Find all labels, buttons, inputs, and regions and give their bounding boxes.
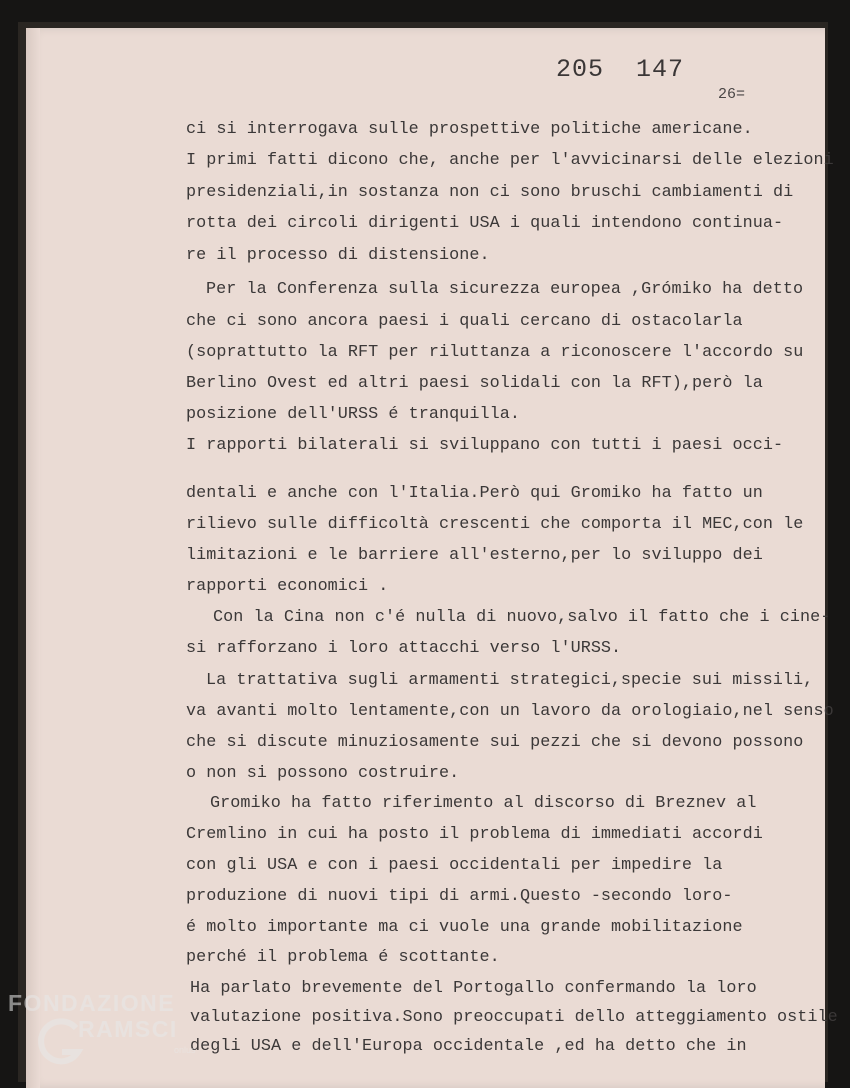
paper-edge xyxy=(26,28,40,1088)
text-line: va avanti molto lentamente,con un lavoro da orologiaio,nel senso xyxy=(186,702,834,721)
text-line: che si discute minuziosamente sui pezzi che si devono possono xyxy=(186,733,804,752)
text-line: Berlino Ovest ed altri paesi solidali con la RFT),però la xyxy=(186,374,763,393)
text-line: Gromiko ha fatto riferimento al discorso di Breznev al xyxy=(210,794,757,813)
text-line: Ha parlato brevemente del Portogallo confermando la loro xyxy=(190,979,757,998)
text-line: che ci sono ancora paesi i quali cercano di ostacolarla xyxy=(186,312,743,331)
text-line: re il processo di distensione. xyxy=(186,246,490,265)
text-line: rotta dei circoli dirigenti USA i quali intendono continua- xyxy=(186,214,784,233)
text-line: posizione dell'URSS é tranquilla. xyxy=(186,405,520,424)
logo-g-icon xyxy=(36,1018,84,1068)
text-line: Con la Cina non c'é nulla di nuovo,salvo il fatto che i cine- xyxy=(213,608,831,627)
text-line: con gli USA e con i paesi occidentali per impedire la xyxy=(186,856,723,875)
text-line: ci si interrogava sulle prospettive politiche americane. xyxy=(186,120,753,139)
text-line: rilievo sulle difficoltà crescenti che comporta il MEC,con le xyxy=(186,515,804,534)
text-line: (soprattutto la RFT per riluttanza a riconoscere l'accordo su xyxy=(186,343,804,362)
text-line: dentali e anche con l'Italia.Però qui Gromiko ha fatto un xyxy=(186,484,763,503)
page-number: 205 147 xyxy=(556,55,685,84)
text-line: produzione di nuovi tipi di armi.Questo -secondo loro- xyxy=(186,887,733,906)
logo-line-1: FONDAZIONE xyxy=(8,990,176,1016)
text-line: é molto importante ma ci vuole una grande mobilitazione xyxy=(186,918,743,937)
text-line: presidenziali,in sostanza non ci sono bruschi cambiamenti di xyxy=(186,183,794,202)
text-line: si rafforzano i loro attacchi verso l'URSS. xyxy=(186,639,622,658)
text-line: degli USA e dell'Europa occidentale ,ed ha detto che in xyxy=(190,1037,747,1056)
logo-line-2: RAMSCI xyxy=(78,1016,178,1042)
logo-suffix: onlus xyxy=(174,1045,196,1055)
text-line: limitazioni e le barriere all'esterno,per lo sviluppo dei xyxy=(186,546,763,565)
text-line: Per la Conferenza sulla sicurezza europea ,Grómiko ha detto xyxy=(206,280,804,299)
page-subnumber: 26= xyxy=(718,86,746,103)
fondazione-gramsci-logo xyxy=(8,990,196,1070)
text-line: I primi fatti dicono che, anche per l'avvicinarsi delle elezioni xyxy=(186,151,834,170)
text-line: valutazione positiva.Sono preoccupati dello atteggiamento ostile xyxy=(190,1008,838,1027)
text-line: Cremlino in cui ha posto il problema di immediati accordi xyxy=(186,825,763,844)
text-line: La trattativa sugli armamenti strategici,specie sui missili, xyxy=(206,671,814,690)
text-line: I rapporti bilaterali si sviluppano con tutti i paesi occi- xyxy=(186,436,784,455)
text-line: rapporti economici . xyxy=(186,577,389,596)
text-line: perché il problema é scottante. xyxy=(186,948,500,967)
text-line: o non si possono costruire. xyxy=(186,764,460,783)
